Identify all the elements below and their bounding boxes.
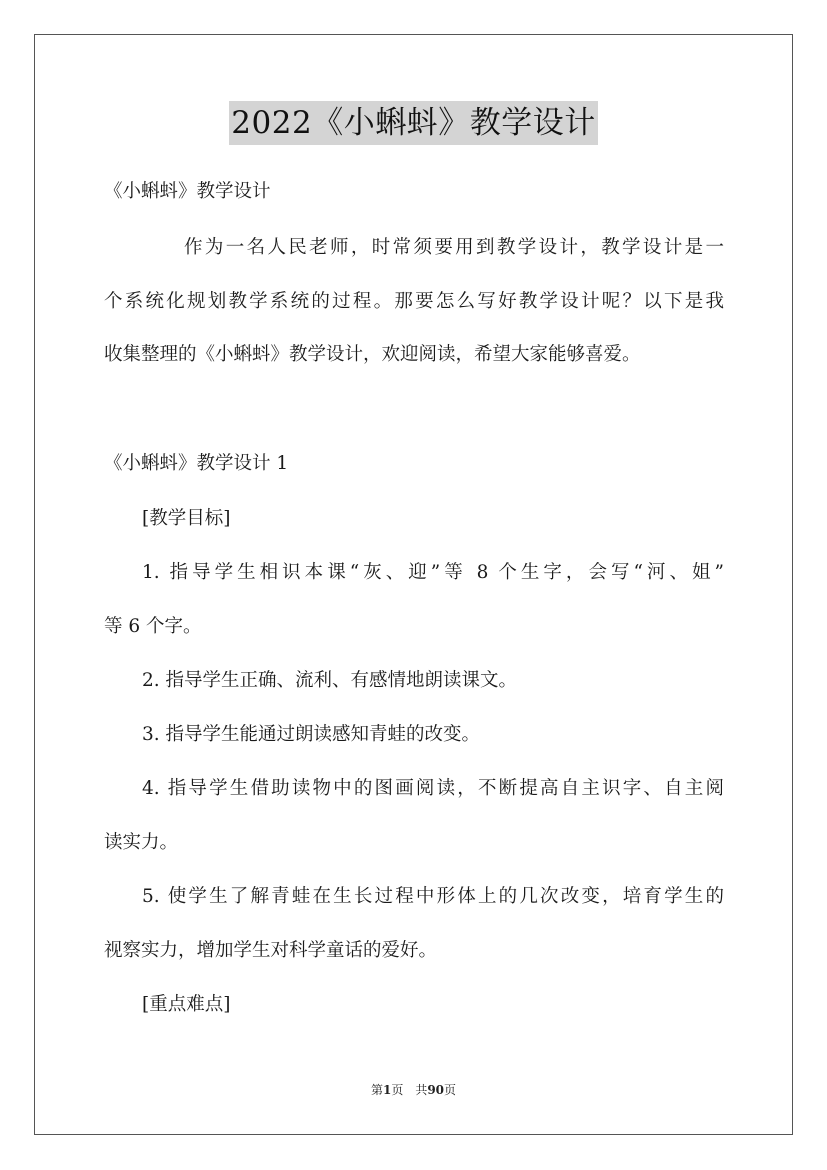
- intro-line-2: 个系统化规划教学系统的过程。那要怎么写好教学设计呢？以下是我: [104, 291, 724, 312]
- footer-prefix: 第: [370, 1083, 383, 1097]
- goal-line-4: 3. 指导学生能通过朗读感知青蛙的改变。: [142, 724, 481, 745]
- footer-mid: 页 共: [391, 1083, 428, 1097]
- document-subtitle: 《小蝌蚪》教学设计: [104, 181, 271, 202]
- goal-line-3: 2. 指导学生正确、流利、有感情地朗读课文。: [142, 670, 518, 691]
- goal-line-7: 5. 使学生了解青蛙在生长过程中形体上的几次改变，培育学生的: [142, 886, 724, 907]
- document-title: 2022《小蝌蚪》教学设计: [229, 101, 597, 145]
- footer-suffix: 页: [444, 1083, 457, 1097]
- title-container: [0, 101, 827, 145]
- heading-goals: [教学目标]: [142, 508, 231, 529]
- footer-page-total: 90: [427, 1083, 445, 1097]
- heading-key-points: [重点难点]: [142, 994, 231, 1015]
- intro-line-3: 收集整理的《小蝌蚪》教学设计，欢迎阅读，希望大家能够喜爱。: [104, 344, 641, 365]
- page-footer: [0, 1082, 827, 1098]
- goal-line-8: 视察实力，增加学生对科学童话的爱好。: [104, 940, 438, 961]
- goal-line-2: 等 6 个字。: [104, 616, 202, 637]
- goal-line-1: 1. 指导学生相识本课“灰、迎”等 8 个生字，会写“河、姐”: [142, 562, 724, 583]
- footer-page-number: 1: [382, 1083, 392, 1097]
- section-title: 《小蝌蚪》教学设计 1: [104, 453, 289, 474]
- goal-line-6: 读实力。: [104, 832, 179, 853]
- intro-line-1: 作为一名人民老师，时常须要用到教学设计，教学设计是一: [184, 237, 724, 258]
- goal-line-5: 4. 指导学生借助读物中的图画阅读，不断提高自主识字、自主阅: [142, 778, 724, 799]
